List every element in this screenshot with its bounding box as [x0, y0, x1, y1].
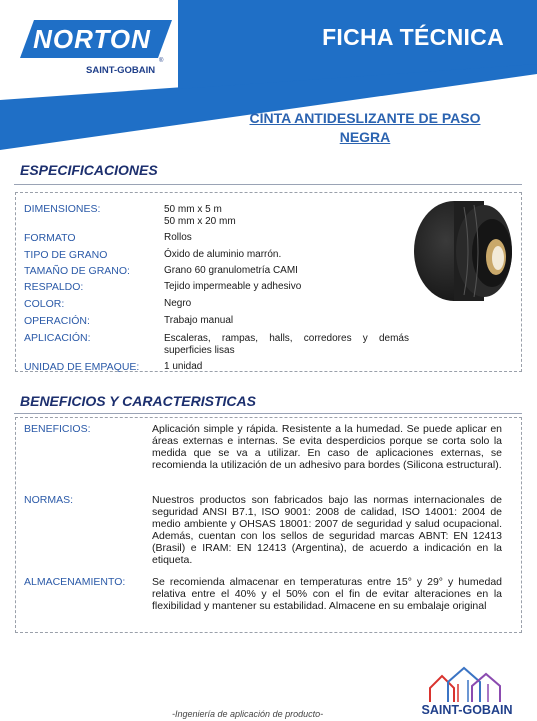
- product-title-line1: CINTA ANTIDESLIZANTE DE PASO: [249, 110, 481, 126]
- benefit-label-storage: ALMACENAMIENTO:: [24, 576, 126, 588]
- spec-value-color: Negro: [164, 298, 192, 309]
- spec-value-grain-type: Óxido de aluminio marrón.: [164, 249, 282, 260]
- spec-label-grain-size: TAMAÑO DE GRANO:: [24, 265, 130, 277]
- spec-value-grain-size: Grano 60 granulometría CAMI: [164, 265, 298, 276]
- benefit-text-storage: Se recomienda almacenar en temperaturas entre 15° y 29° y humedad relativa entre el 40% y el 50% con el fin de evitar alteraciones en la flexibilidad y mantener su estabilidad. Almacene en su embalaje original: [152, 576, 502, 612]
- spec-label-application: APLICACIÓN:: [24, 332, 91, 344]
- logo-brand: NORTON: [33, 23, 151, 54]
- spec-value-dimensions-2: 50 mm x 20 mm: [164, 216, 236, 227]
- benefit-label-benefits: BENEFICIOS:: [24, 423, 91, 435]
- saint-gobain-house-logo: [412, 666, 518, 704]
- benefit-text-benefits: Aplicación simple y rápida. Resistente a la humedad. Se puede aplicar en áreas externas e internas. Se evita desperdicios porque se corta solo la medida que se va a utilizar. En caso de aplicaciones externas, se recomienda la utilización de un adhesivo para bordes (Silicona estructural).: [152, 423, 502, 471]
- spec-label-grain-type: TIPO DE GRANO: [24, 249, 108, 261]
- spec-value-backing: Tejido impermeable y adhesivo: [164, 281, 302, 292]
- benefit-label-standards: NORMAS:: [24, 494, 74, 506]
- benefits-heading: BENEFICIOS Y CARACTERISTICAS: [20, 393, 256, 409]
- footer-caption: -Ingeniería de aplicación de producto-: [172, 709, 324, 719]
- specs-heading: ESPECIFICACIONES: [20, 162, 158, 178]
- spec-label-color: COLOR:: [24, 298, 65, 310]
- spec-label-dimensions: DIMENSIONES:: [24, 203, 101, 215]
- specs-divider: [14, 184, 522, 185]
- benefit-text-standards: Nuestros productos son fabricados bajo las normas internacionales de seguridad ANSI B7.1, ISO 9001: 2008 de calidad, ISO 14001: 2004 de medio ambiente y OHSAS 18001: 2007 de seguridad y salud ocupacional. Además, cuentan con los sellos de seguridad marcas ABNT: EN 12413 (Brasil) e IRAM: EN 12413 (Argentina), de acuerdo a indicación en la etiqueta.: [152, 494, 502, 566]
- spec-value-dimensions-1: 50 mm x 5 m: [164, 204, 222, 215]
- spec-value-format: Rollos: [164, 232, 192, 243]
- logo-subbrand: SAINT-GOBAIN: [86, 65, 156, 76]
- tape-roll-image: [412, 195, 514, 303]
- spec-label-backing: RESPALDO:: [24, 281, 84, 293]
- spec-value-dimensions: [164, 204, 236, 228]
- spec-label-operation: OPERACIÓN:: [24, 315, 90, 327]
- footer-brand: SAINT-GOBAIN: [421, 703, 513, 717]
- spec-value-application: Escaleras, rampas, halls, corredores y demás superficies lisas: [164, 333, 409, 356]
- spec-label-packaging: UNIDAD DE EMPAQUE:: [24, 361, 140, 373]
- spec-value-operation: Trabajo manual: [164, 315, 234, 326]
- registered-mark: ®: [159, 58, 164, 64]
- page-title: FICHA TÉCNICA: [322, 24, 504, 50]
- product-title: [225, 109, 505, 147]
- spec-label-format: FORMATO: [24, 232, 76, 244]
- benefits-divider: [14, 413, 522, 414]
- spec-value-packaging: 1 unidad: [164, 361, 203, 372]
- product-title-line2: NEGRA: [339, 129, 391, 145]
